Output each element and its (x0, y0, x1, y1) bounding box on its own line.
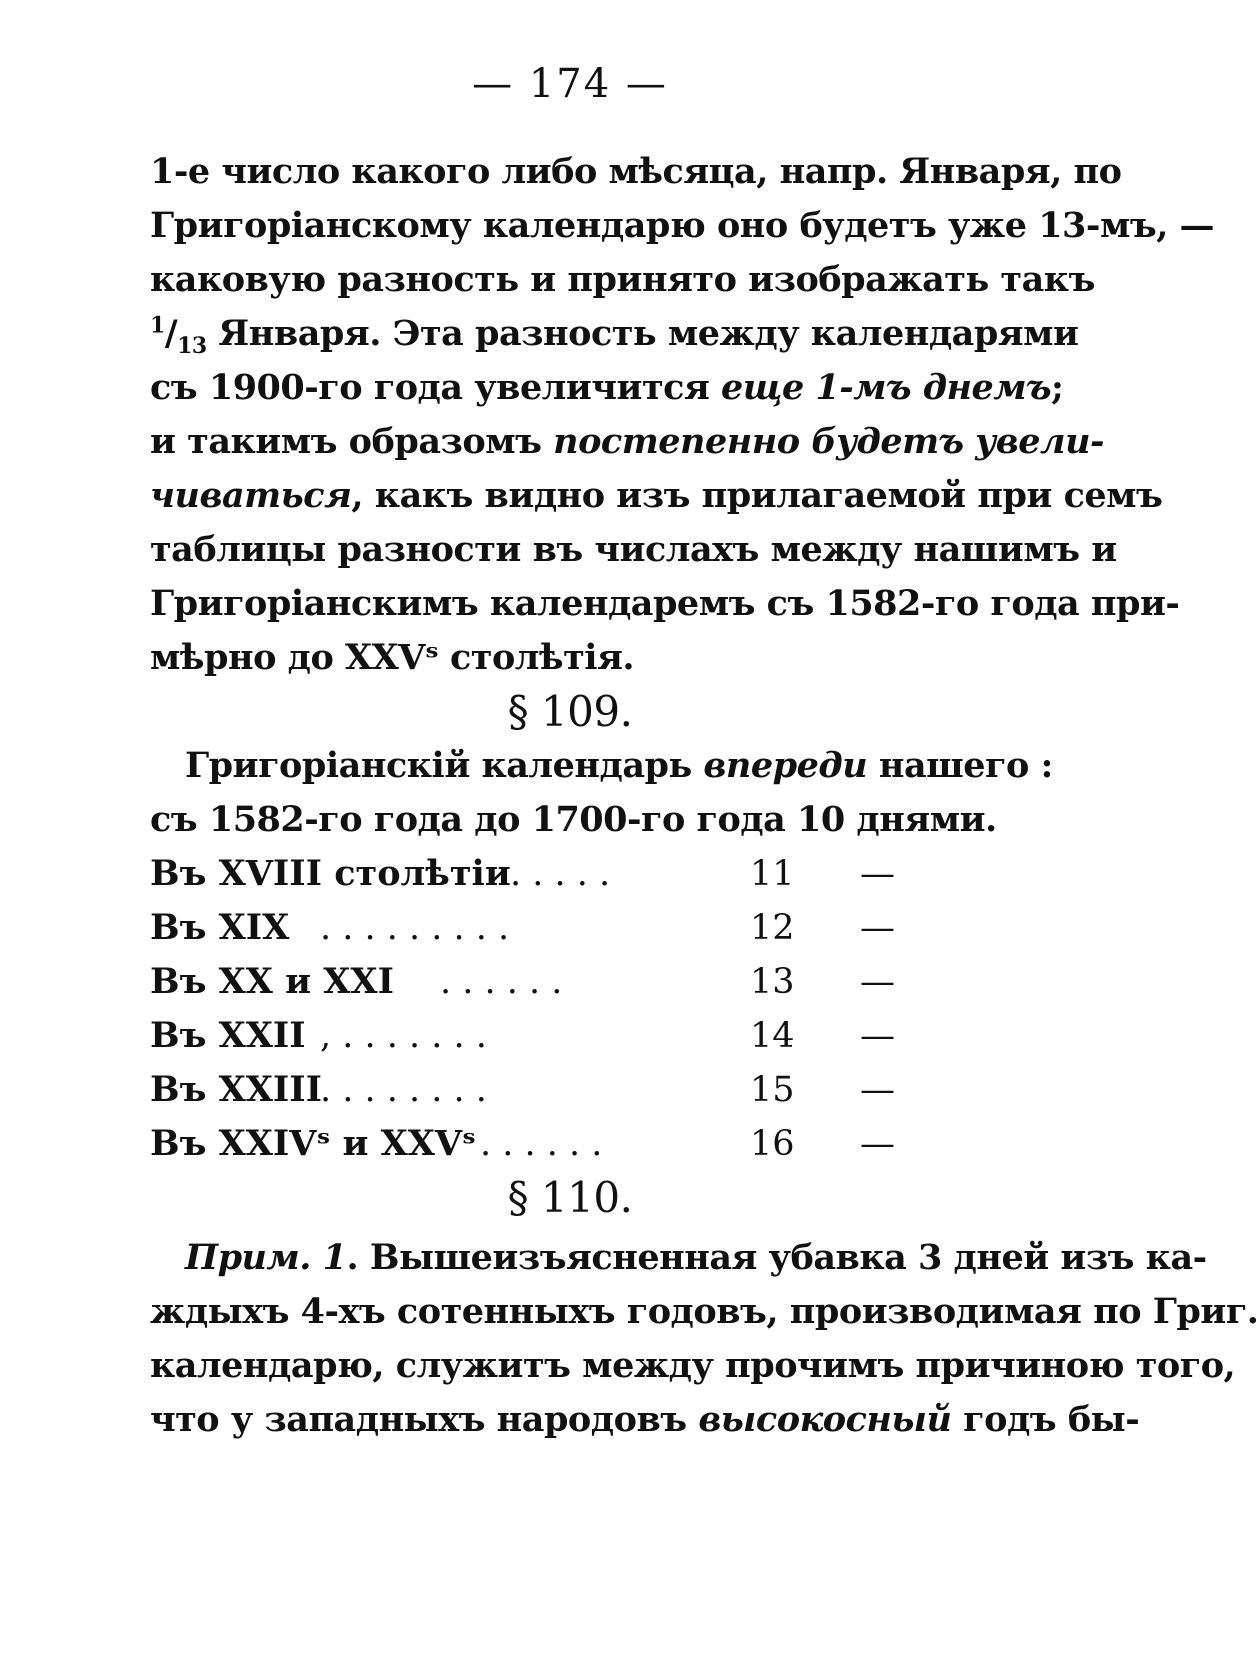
row-label: Въ XXIVˢ и XXVˢ (150, 1123, 476, 1164)
table-intro (185, 744, 1053, 788)
row-label: Въ XXIII (150, 1069, 323, 1110)
row-value: 13 (750, 962, 795, 1002)
text-line (150, 312, 1079, 359)
row-dash: — (860, 908, 895, 948)
row-dash: — (860, 1016, 895, 1056)
row-label: Въ XX и XXI (150, 961, 394, 1002)
text-span: годъ бы- (951, 1399, 1140, 1440)
text-line (150, 1398, 1140, 1442)
row-value: 11 (750, 854, 795, 894)
section-heading: § 110. (507, 1173, 633, 1222)
text-line: Григоріанскимъ календаремъ съ 1582-го года при- (150, 583, 1180, 624)
text-line: календарю, служитъ между прочимъ причиною того, (150, 1345, 1236, 1386)
text-span: что у западныхъ народовъ (150, 1399, 699, 1440)
leader-dots: . . . . . . . . . (320, 908, 510, 948)
row-dash: — (860, 854, 895, 894)
text-line (150, 474, 1163, 518)
row-value: 15 (750, 1070, 795, 1110)
note-label: Прим. 1 (185, 1237, 347, 1278)
leader-dots: . . . . . . (440, 962, 563, 1002)
text-span: и такимъ образомъ (150, 421, 554, 462)
row-value: 12 (750, 908, 795, 948)
text-span: нашего : (867, 745, 1053, 786)
emphasis-span: впереди (703, 745, 868, 786)
row-dash: — (860, 1124, 895, 1164)
leader-dots: , . . . . . . . (320, 1016, 487, 1056)
row-label: Въ XVIII столѣтіи (150, 853, 511, 894)
text-line: таблицы разности въ числахъ между нашимъ и (150, 529, 1117, 570)
text-line: 1-е число какого либо мѣсяца, напр. Января, по (150, 151, 1122, 192)
text-line (150, 420, 1105, 464)
section-heading: § 109. (507, 687, 633, 736)
fraction-slash: / (164, 313, 178, 354)
emphasis-span: постепенно будетъ увели- (553, 421, 1105, 462)
text-span: ; (1051, 367, 1064, 408)
text-span: Января. Эта разность между календарями (206, 313, 1079, 354)
fraction-numerator: 1 (150, 312, 165, 339)
row-value: 16 (750, 1124, 795, 1164)
text-line: Григоріанскому календарю оно будетъ уже 13-мъ, — (150, 205, 1215, 246)
emphasis-span: еще 1-мъ днемъ (721, 367, 1052, 408)
text-span: съ 1900-го года увеличится (150, 367, 721, 408)
text-span: Григоріанскій календарь (185, 745, 704, 786)
row-label: Въ XXII (150, 1015, 306, 1056)
table-intro: съ 1582-го года до 1700-го года 10 днями. (150, 799, 997, 840)
leader-dots: . . . . . . . . (320, 1070, 487, 1110)
row-dash: — (860, 962, 895, 1002)
row-label: Въ XIX (150, 907, 290, 948)
row-value: 14 (750, 1016, 795, 1056)
emphasis-span: чиваться (150, 475, 352, 516)
leader-dots: . . . . . (510, 854, 611, 894)
fraction-denominator: 13 (177, 333, 207, 359)
text-span: , какъ видно изъ прилагаемой при семъ (351, 475, 1163, 516)
text-line: каковую разность и принято изображать такъ (150, 259, 1095, 300)
row-dash: — (860, 1070, 895, 1110)
text-line: ждыхъ 4-хъ сотенныхъ годовъ, производимая по Григ. (150, 1291, 1258, 1332)
text-line: мѣрно до XXVˢ столѣтія. (150, 637, 635, 678)
text-span: . Вышеизъясненная убавка 3 дней изъ ка- (346, 1237, 1207, 1278)
text-line (150, 366, 1064, 410)
text-line (185, 1236, 1207, 1280)
emphasis-span: высокосный (698, 1399, 952, 1440)
page-number: — 174 — (472, 61, 668, 107)
leader-dots: . . . . . . (480, 1124, 603, 1164)
